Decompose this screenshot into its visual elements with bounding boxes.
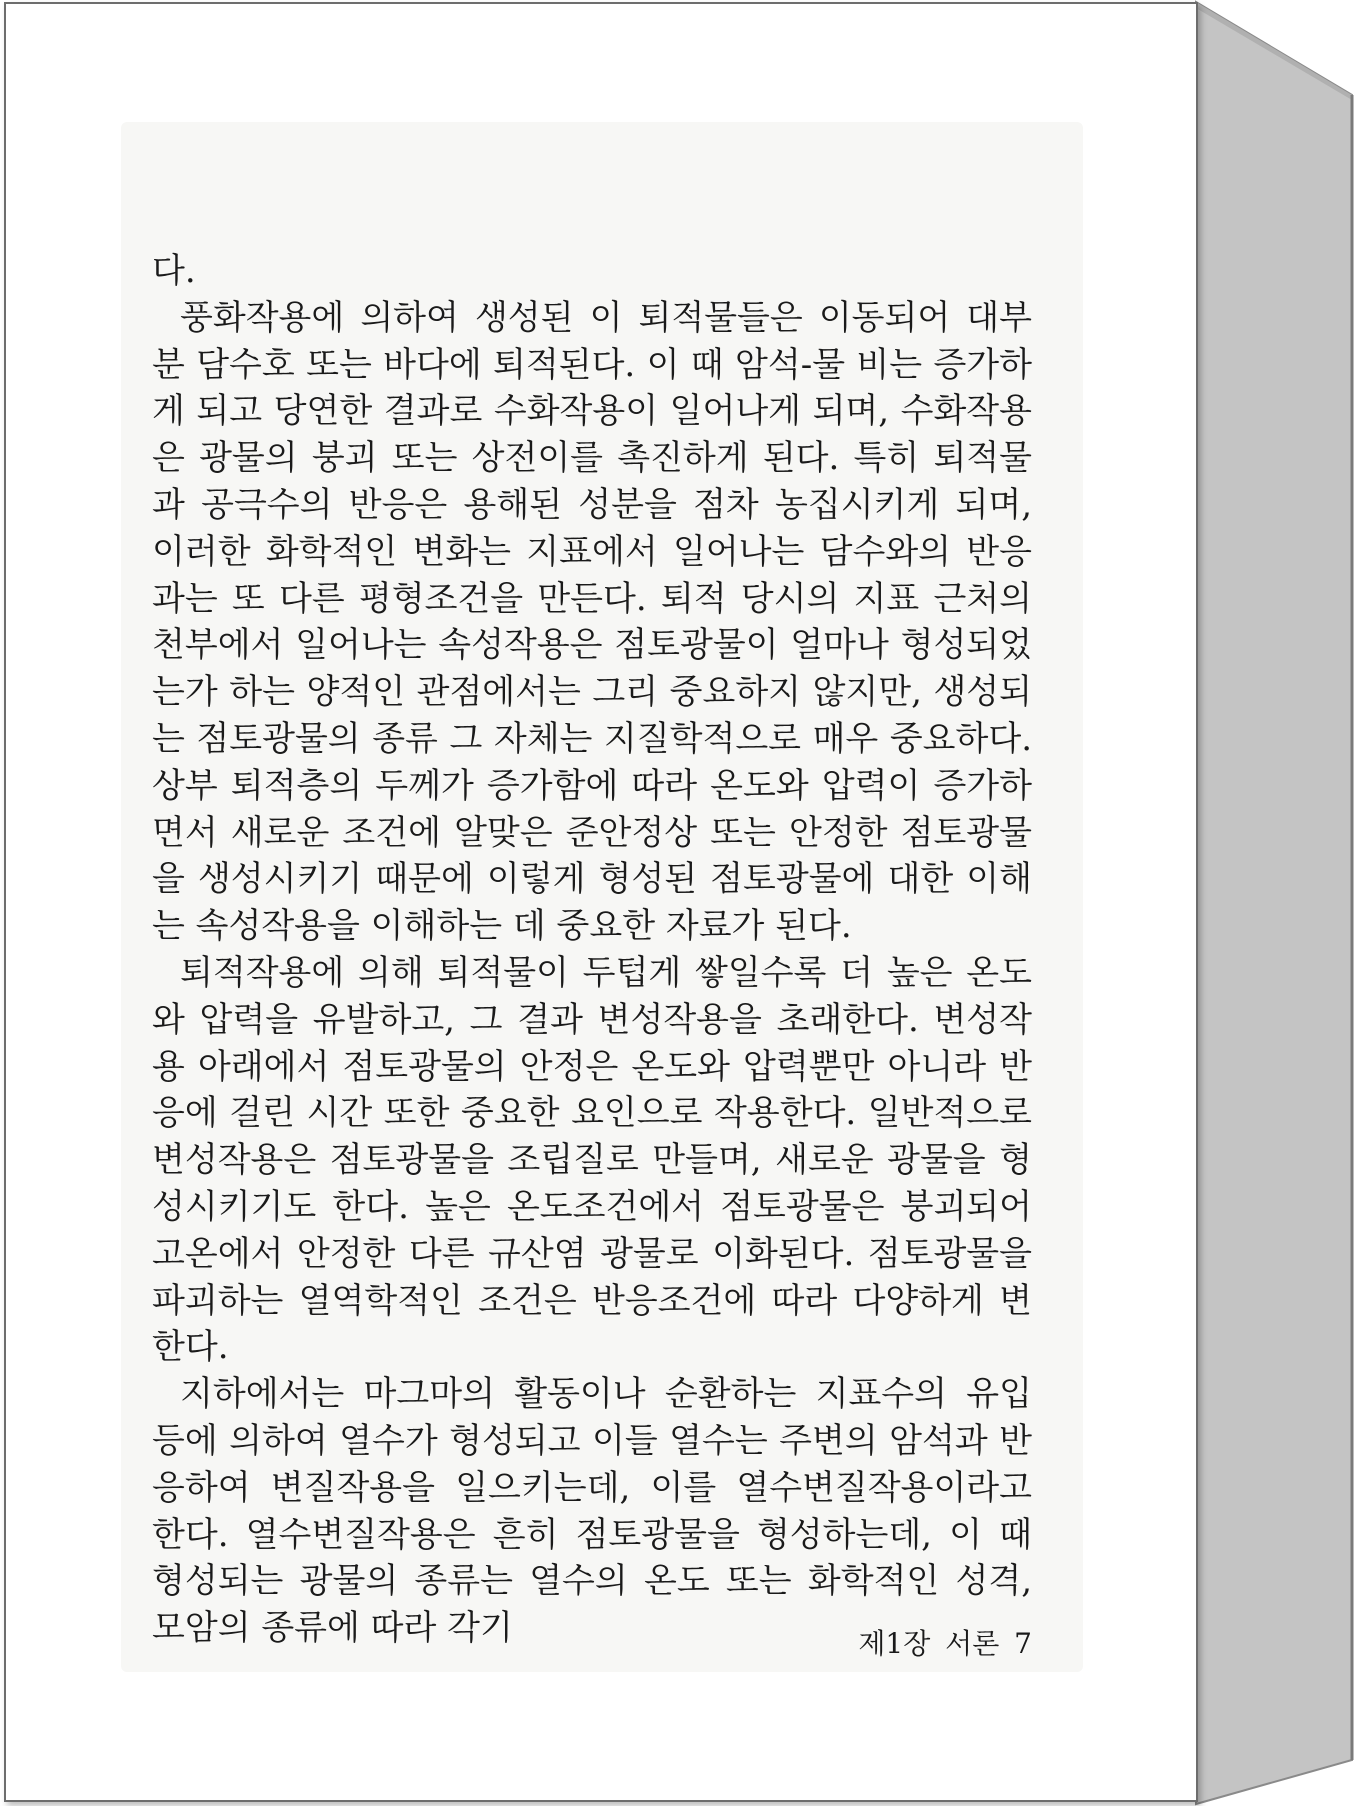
paragraph-continuation: 다. bbox=[152, 251, 196, 291]
body-text bbox=[152, 248, 1032, 1652]
chapter-label: 제1장 bbox=[858, 1627, 931, 1660]
page-number: 7 bbox=[1014, 1627, 1032, 1660]
chapter-title: 서론 bbox=[945, 1627, 1000, 1660]
running-footer bbox=[840, 1622, 1032, 1662]
paragraph: 지하에서는 마그마의 활동이나 순환하는 지표수의 유입 등에 의하여 열수가 형성되고 이들 열수는 주변의 암석과 반응하여 변질작용을 일으키는데, 이를 열수변질작용이라고 한다. 열수변질작용은 흔히 점토광물을 형성하는데, 이 때 형성되는 광물의 종류는 열수의 온도 또는 화학적인 성격, 모암의 종류에 따라 각기 bbox=[152, 1374, 1032, 1649]
paragraph: 퇴적작용에 의해 퇴적물이 두텁게 쌓일수록 더 높은 온도와 압력을 유발하고, 그 결과 변성작용을 초래한다. 변성작용 아래에서 점토광물의 안정은 온도와 압력뿐만 아니라 반응에 걸린 시간 또한 중요한 요인으로 작용한다. 일반적으로 변성작용은 점토광물을 조립질로 만들며, 새로운 광물을 형성시키기도 한다. 높은 온도조건에서 점토광물은 붕괴되어 고온에서 안정한 다른 규산염 광물로 이화된다. 점토광물을 파괴하는 열역학적인 조건은 반응조건에 따라 다양하게 변한다. bbox=[152, 952, 1032, 1368]
paragraph: 풍화작용에 의하여 생성된 이 퇴적물들은 이동되어 대부분 담수호 또는 바다에 퇴적된다. 이 때 암석-물 비는 증가하게 되고 당연한 결과로 수화작용이 일어나게 되며, 수화작용은 광물의 붕괴 또는 상전이를 촉진하게 된다. 특히 퇴적물과 공극수의 반응은 용해된 성분을 점차 농집시키게 되며, 이러한 화학적인 변화는 지표에서 일어나는 담수와의 반응과는 또 다른 평형조건을 만든다. 퇴적 당시의 지표 근처의 천부에서 일어나는 속성작용은 점토광물이 얼마나 형성되었는가 하는 양적인 관점에서는 그리 중요하지 않지만, 생성되는 점토광물의 종류 그 자체는 지질학적으로 매우 중요하다. 상부 퇴적층의 두께가 증가함에 따라 온도와 압력이 증가하면서 새로운 조건에 알맞은 준안정상 또는 안정한 점토광물을 생성시키기 때문에 이렇게 형성된 점토광물에 대한 이해는 속성작용을 이해하는 데 중요한 자료가 된다. bbox=[152, 297, 1032, 947]
